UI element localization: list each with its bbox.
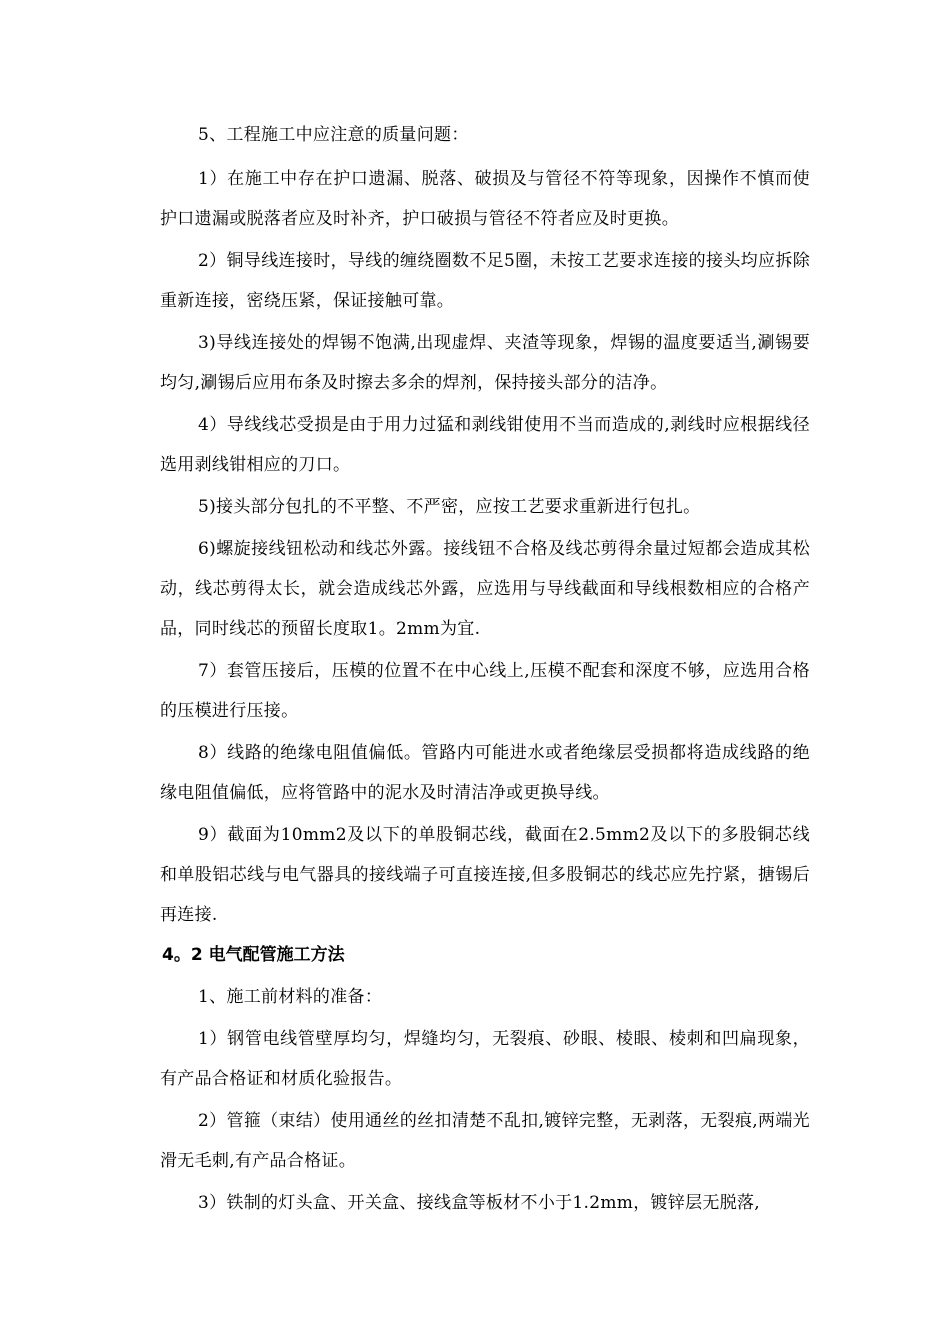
- paragraph-item-1: 1）在施工中存在护口遗漏、脱落、破损及与管径不符等现象，因操作不慎而使护口遗漏或脱落者应及时补齐，护口破损与管径不符者应及时更换。: [160, 169, 810, 229]
- paragraph-item-9: 9）截面为10mm2及以下的单股铜芯线，截面在2.5mm2及以下的多股铜芯线和单股铝芯线与电气器具的接线端子可直接连接,但多股铜芯的线芯应先拧紧，搪锡后再连接.: [160, 825, 810, 925]
- paragraph-item-8: 8）线路的绝缘电阻值偏低。管路内可能进水或者绝缘层受损都将造成线路的绝缘电阻值偏低，应将管路中的泥水及时清洁净或更换导线。: [160, 743, 810, 803]
- material-item-1: 1）钢管电线管壁厚均匀，焊缝均匀，无裂痕、砂眼、棱眼、棱刺和凹扁现象，有产品合格证和材质化验报告。: [160, 1029, 810, 1089]
- paragraph-item-7: 7）套管压接后，压模的位置不在中心线上,压模不配套和深度不够，应选用合格的压模进行压接。: [160, 661, 810, 721]
- subsection-title: 1、施工前材料的准备：: [198, 987, 383, 1007]
- material-item-3: 3）铁制的灯头盒、开关盒、接线盒等板材不小于1.2mm，镀锌层无脱落,: [198, 1193, 760, 1213]
- paragraph-item-4: 4）导线线芯受损是由于用力过猛和剥线钳使用不当而造成的,剥线时应根据线径选用剥线钳相应的刀口。: [160, 415, 810, 475]
- paragraph-item-5: 5)接头部分包扎的不平整、不严密，应按工艺要求重新进行包扎。: [198, 497, 701, 517]
- paragraph-item-6: 6)螺旋接线钮松动和线芯外露。接线钮不合格及线芯剪得余量过短都会造成其松动，线芯剪得太长，就会造成线芯外露，应选用与导线截面和导线根数相应的合格产品，同时线芯的预留长度取1。2mm为宜.: [160, 539, 810, 639]
- paragraph-item-3: 3)导线连接处的焊锡不饱满,出现虚焊、夹渣等现象，焊锡的温度要适当,涮锡要均匀,涮锡后应用布条及时擦去多余的焊剂，保持接头部分的洁净。: [160, 333, 810, 393]
- section-heading: 4。2 电气配管施工方法: [162, 945, 345, 965]
- section-title: 5、工程施工中应注意的质量问题：: [198, 125, 469, 145]
- paragraph-item-2: 2）铜导线连接时，导线的缠绕圈数不足5圈，未按工艺要求连接的接头均应拆除重新连接，密绕压紧，保证接触可靠。: [160, 251, 810, 311]
- material-item-2: 2）管箍（束结）使用通丝的丝扣清楚不乱扣,镀锌完整，无剥落，无裂痕,两端光滑无毛刺,有产品合格证。: [160, 1111, 810, 1171]
